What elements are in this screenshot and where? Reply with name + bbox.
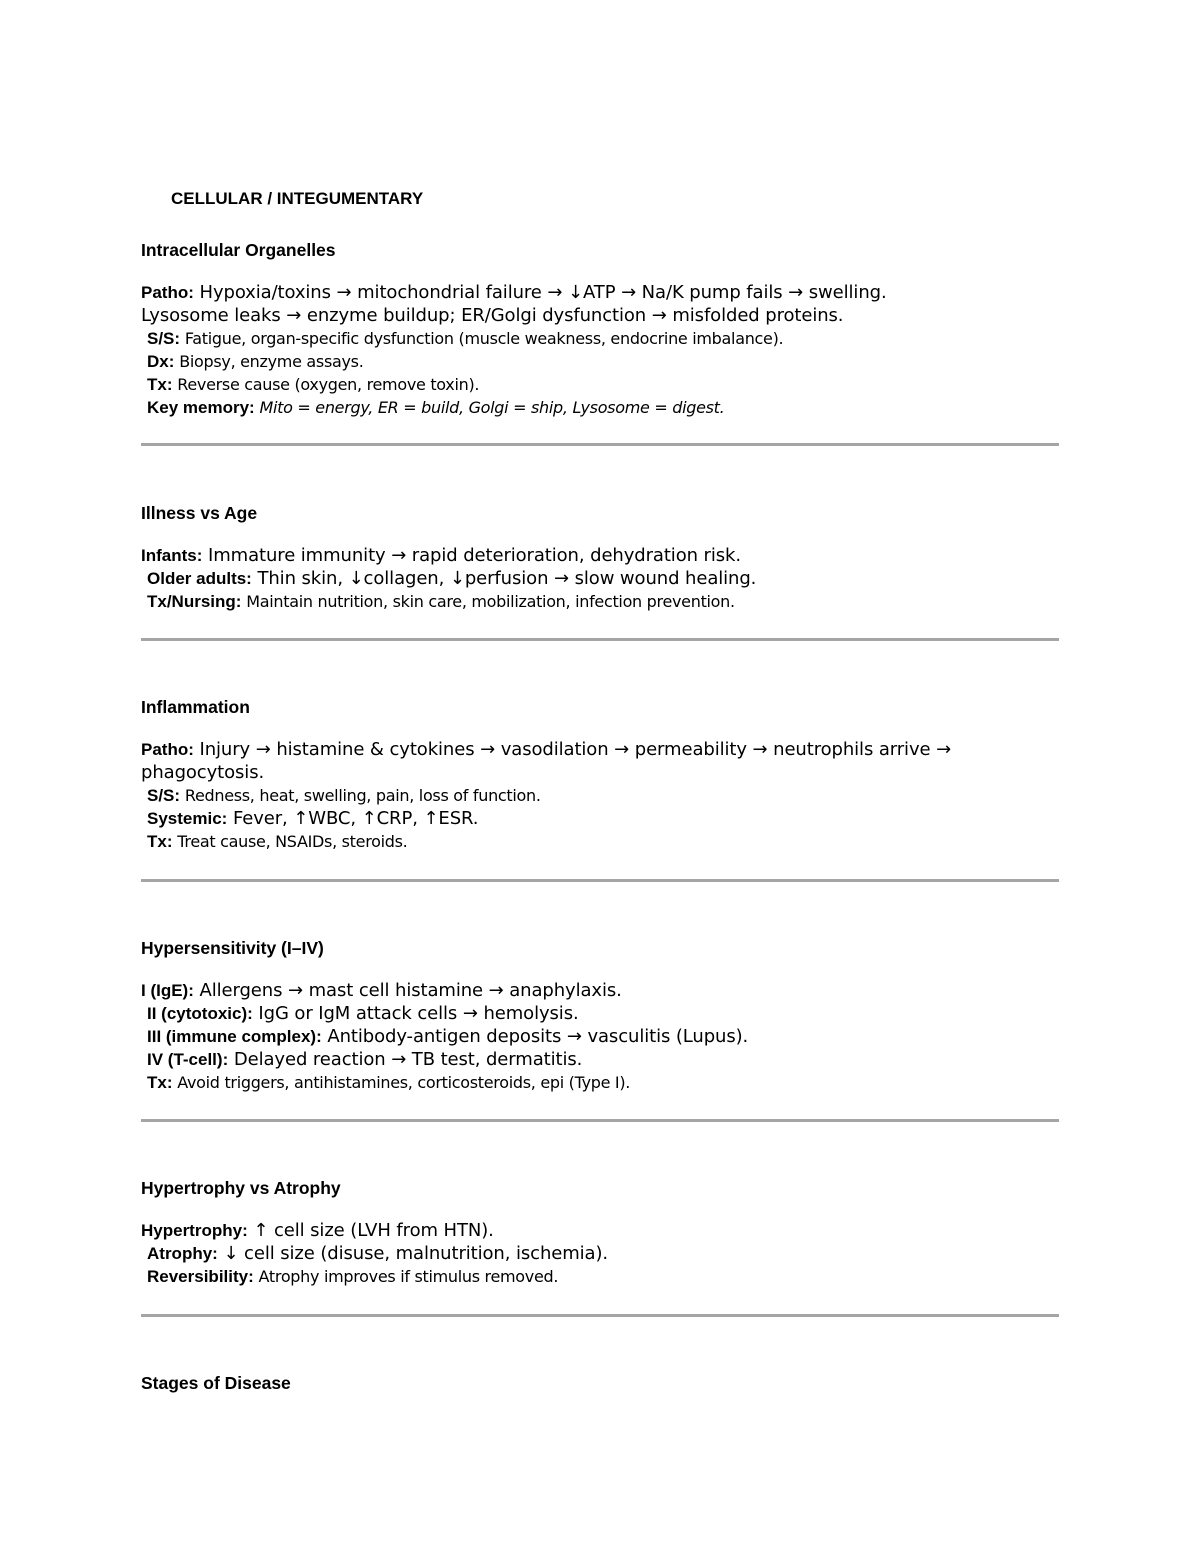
line-label: Infants: bbox=[141, 546, 203, 565]
line-text: Atrophy improves if stimulus removed. bbox=[253, 1267, 559, 1286]
line-label: IV (T-cell): bbox=[147, 1050, 229, 1069]
line-label: Systemic: bbox=[147, 809, 228, 828]
line-label: Reversibility: bbox=[147, 1267, 254, 1286]
line-label: Tx/Nursing: bbox=[147, 592, 242, 611]
line-text: Fever, ↑WBC, ↑CRP, ↑ESR. bbox=[227, 808, 479, 829]
section-divider bbox=[141, 1119, 1059, 1122]
line-text: phagocytosis. bbox=[141, 762, 265, 783]
systemic-line bbox=[141, 807, 1061, 830]
section-divider bbox=[141, 443, 1059, 446]
line-text: Treat cause, NSAIDs, steroids. bbox=[172, 832, 408, 851]
line-text: Allergens → mast cell histamine → anaphylaxis. bbox=[193, 980, 622, 1001]
line-label: Tx: bbox=[147, 375, 173, 394]
section-heading: Hypersensitivity (I–IV) bbox=[141, 938, 324, 958]
patho-line bbox=[141, 738, 1061, 761]
type-ii-line bbox=[141, 1002, 1061, 1025]
signs-symptoms-line bbox=[141, 784, 1061, 807]
treatment-line bbox=[141, 1071, 1061, 1094]
section-inflammation bbox=[141, 694, 1061, 853]
line-label: Tx: bbox=[147, 832, 173, 851]
line-label: S/S: bbox=[147, 786, 181, 805]
line-text: Avoid triggers, antihistamines, corticosteroids, epi (Type I). bbox=[172, 1073, 631, 1092]
section-intracellular-organelles bbox=[141, 237, 1061, 419]
section-divider bbox=[141, 638, 1059, 641]
document-title: CELLULAR / INTEGUMENTARY bbox=[171, 189, 424, 208]
line-text: Thin skin, ↓collagen, ↓perfusion → slow wound healing. bbox=[251, 568, 757, 589]
line-text: Redness, heat, swelling, pain, loss of function. bbox=[180, 786, 541, 805]
line-label: Older adults: bbox=[147, 569, 252, 588]
older-adults-line bbox=[141, 567, 1061, 590]
line-text: ↑ cell size (LVH from HTN). bbox=[247, 1220, 494, 1241]
line-text: ↓ cell size (disuse, malnutrition, ischemia). bbox=[217, 1243, 609, 1264]
section-divider bbox=[141, 1314, 1059, 1317]
line-text: Fatigue, organ-specific dysfunction (muscle weakness, endocrine imbalance). bbox=[180, 329, 784, 348]
line-text: Maintain nutrition, skin care, mobilization, infection prevention. bbox=[241, 592, 735, 611]
section-illness-vs-age bbox=[141, 500, 1061, 613]
type-iii-line bbox=[141, 1025, 1061, 1048]
line-label: Hypertrophy: bbox=[141, 1221, 248, 1240]
line-label: Patho: bbox=[141, 283, 194, 302]
section-divider bbox=[141, 879, 1059, 882]
line-text: Biopsy, enzyme assays. bbox=[174, 352, 364, 371]
key-memory-line bbox=[141, 396, 1061, 419]
line-label: Atrophy: bbox=[147, 1244, 218, 1263]
section-heading: Stages of Disease bbox=[141, 1373, 291, 1393]
line-label: I (IgE): bbox=[141, 981, 194, 1000]
treatment-line bbox=[141, 373, 1061, 396]
patho-continuation-line bbox=[141, 761, 1061, 784]
patho-continuation-line bbox=[141, 304, 1061, 327]
section-heading: Hypertrophy vs Atrophy bbox=[141, 1178, 341, 1198]
line-text: Injury → histamine & cytokines → vasodilation → permeability → neutrophils arrive → bbox=[193, 739, 952, 760]
line-text: Mito = energy, ER = build, Golgi = ship, Lysosome = digest. bbox=[254, 398, 725, 417]
nursing-line bbox=[141, 590, 1061, 613]
line-text: Immature immunity → rapid deterioration, dehydration risk. bbox=[202, 545, 741, 566]
section-heading: Intracellular Organelles bbox=[141, 240, 336, 260]
type-i-line bbox=[141, 979, 1061, 1002]
line-text: Antibody-antigen deposits → vasculitis (Lupus). bbox=[321, 1026, 749, 1047]
line-label: Key memory: bbox=[147, 398, 255, 417]
section-heading: Illness vs Age bbox=[141, 503, 258, 523]
signs-symptoms-line bbox=[141, 327, 1061, 350]
line-text: Delayed reaction → TB test, dermatitis. bbox=[228, 1049, 583, 1070]
hypertrophy-line bbox=[141, 1219, 1061, 1242]
reversibility-line bbox=[141, 1265, 1061, 1288]
infants-line bbox=[141, 544, 1061, 567]
atrophy-line bbox=[141, 1242, 1061, 1265]
line-text: Lysosome leaks → enzyme buildup; ER/Golgi dysfunction → misfolded proteins. bbox=[141, 305, 844, 326]
type-iv-line bbox=[141, 1048, 1061, 1071]
section-stages-of-disease bbox=[141, 1370, 1061, 1414]
line-label: III (immune complex): bbox=[147, 1027, 322, 1046]
treatment-line bbox=[141, 830, 1061, 853]
line-text: IgG or IgM attack cells → hemolysis. bbox=[252, 1003, 579, 1024]
line-label: Tx: bbox=[147, 1073, 173, 1092]
section-hypertrophy-vs-atrophy bbox=[141, 1175, 1061, 1288]
line-text: Hypoxia/toxins → mitochondrial failure → ↓ATP → Na/K pump fails → swelling. bbox=[193, 282, 887, 303]
diagnosis-line bbox=[141, 350, 1061, 373]
line-text: Reverse cause (oxygen, remove toxin). bbox=[172, 375, 480, 394]
patho-line bbox=[141, 281, 1061, 304]
line-label: S/S: bbox=[147, 329, 181, 348]
line-label: Patho: bbox=[141, 740, 194, 759]
section-hypersensitivity bbox=[141, 935, 1061, 1094]
line-label: Dx: bbox=[147, 352, 175, 371]
section-heading: Inflammation bbox=[141, 697, 250, 717]
line-label: II (cytotoxic): bbox=[147, 1004, 253, 1023]
